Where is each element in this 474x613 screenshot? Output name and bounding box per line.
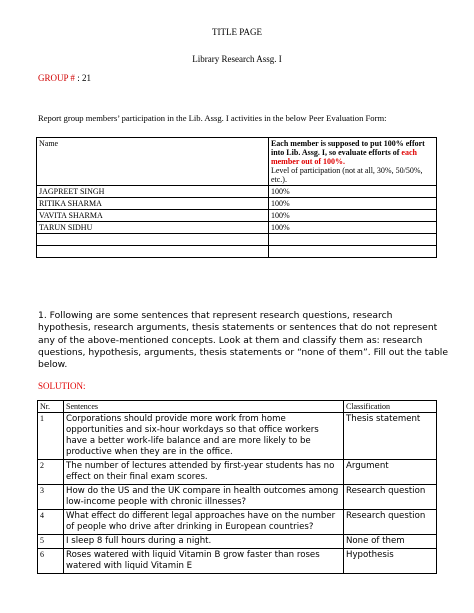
row-sentence: Roses watered with liquid Vitamin B grow faster than roses watered with liquid Vitamin E [64, 549, 344, 574]
solution-row [38, 485, 437, 510]
row-number: 5 [38, 535, 64, 549]
empty-cell [268, 246, 436, 258]
row-number: 3 [38, 485, 64, 510]
empty-cell [37, 234, 269, 246]
row-number: 1 [38, 413, 64, 460]
group-number [38, 73, 91, 83]
row-sentence: The number of lectures attended by first-year students has no effect on their final exam scores. [64, 460, 344, 485]
peer-row [37, 222, 437, 234]
solution-label: SOLUTION: [38, 381, 86, 391]
member-name: TARUN SIDHU [37, 222, 269, 234]
row-classification: None of them [344, 535, 437, 549]
peer-row-empty [37, 234, 437, 246]
question-text: 1. Following are some sentences that represent research questions, research hypothesis, research arguments, thesis statements or sentences that do not represent any of the above-mentioned concepts. Look at them and classify them as: research questions, hypothesis, arguments, thesis statements or “none of them”. Fill out the table below. [38, 310, 449, 371]
group-value: : 21 [74, 73, 91, 83]
member-participation: 100% [268, 198, 436, 210]
peer-header-name: Name [37, 138, 269, 186]
effort-instruction: Each member is supposed to put 100% effort into Lib. Assg. I, so evaluate efforts of [270, 139, 425, 157]
member-name: VAVITA SHARMA [37, 210, 269, 222]
row-classification: Research question [344, 485, 437, 510]
effort-level-hint: Level of participation (not at all, 30%, 50/50%, etc.). [270, 166, 423, 184]
solution-table [37, 400, 437, 574]
effort-instruction-highlight: each member out of 100%. [270, 148, 417, 166]
row-number: 6 [38, 549, 64, 574]
peer-header-effort [268, 138, 436, 186]
row-sentence: How do the US and the UK compare in health outcomes among low-income people with chronic illnesses? [64, 485, 344, 510]
member-name: RITIKA SHARMA [37, 198, 269, 210]
member-participation: 100% [268, 210, 436, 222]
peer-row [37, 186, 437, 198]
member-name: JAGPREET SINGH [37, 186, 269, 198]
solution-row [38, 549, 437, 574]
group-label: GROUP # [38, 73, 75, 83]
header-nr: Nr. [38, 401, 64, 413]
empty-cell [37, 246, 269, 258]
peer-row-empty [37, 246, 437, 258]
empty-cell [268, 234, 436, 246]
solution-row [38, 413, 437, 460]
row-sentence: I sleep 8 full hours during a night. [64, 535, 344, 549]
page-title: TITLE PAGE [212, 27, 262, 37]
member-participation: 100% [268, 186, 436, 198]
header-sentences: Sentences [64, 401, 344, 413]
solution-row [38, 535, 437, 549]
solution-row [38, 510, 437, 535]
row-number: 4 [38, 510, 64, 535]
solution-header-row [38, 401, 437, 413]
peer-evaluation-table [36, 137, 437, 258]
row-classification: Argument [344, 460, 437, 485]
row-classification: Hypothesis [344, 549, 437, 574]
assignment-subtitle: Library Research Assg. I [192, 54, 282, 64]
row-classification: Research question [344, 510, 437, 535]
row-sentence: What effect do different legal approaches have on the number of people who drive after drinking in European countries? [64, 510, 344, 535]
peer-header-row [37, 138, 437, 186]
row-number: 2 [38, 460, 64, 485]
row-classification: Thesis statement [344, 413, 437, 460]
member-participation: 100% [268, 222, 436, 234]
peer-row [37, 198, 437, 210]
peer-row [37, 210, 437, 222]
header-classification: Classification [344, 401, 437, 413]
intro-text: Report group members’ participation in the Lib. Assg. I activities in the below Peer Evaluation Form: [38, 113, 387, 123]
solution-row [38, 460, 437, 485]
row-sentence: Corporations should provide more work from home opportunities and six-hour workdays so that office workers have a better work-life balance and are more likely to be productive when they are in the office. [64, 413, 344, 460]
